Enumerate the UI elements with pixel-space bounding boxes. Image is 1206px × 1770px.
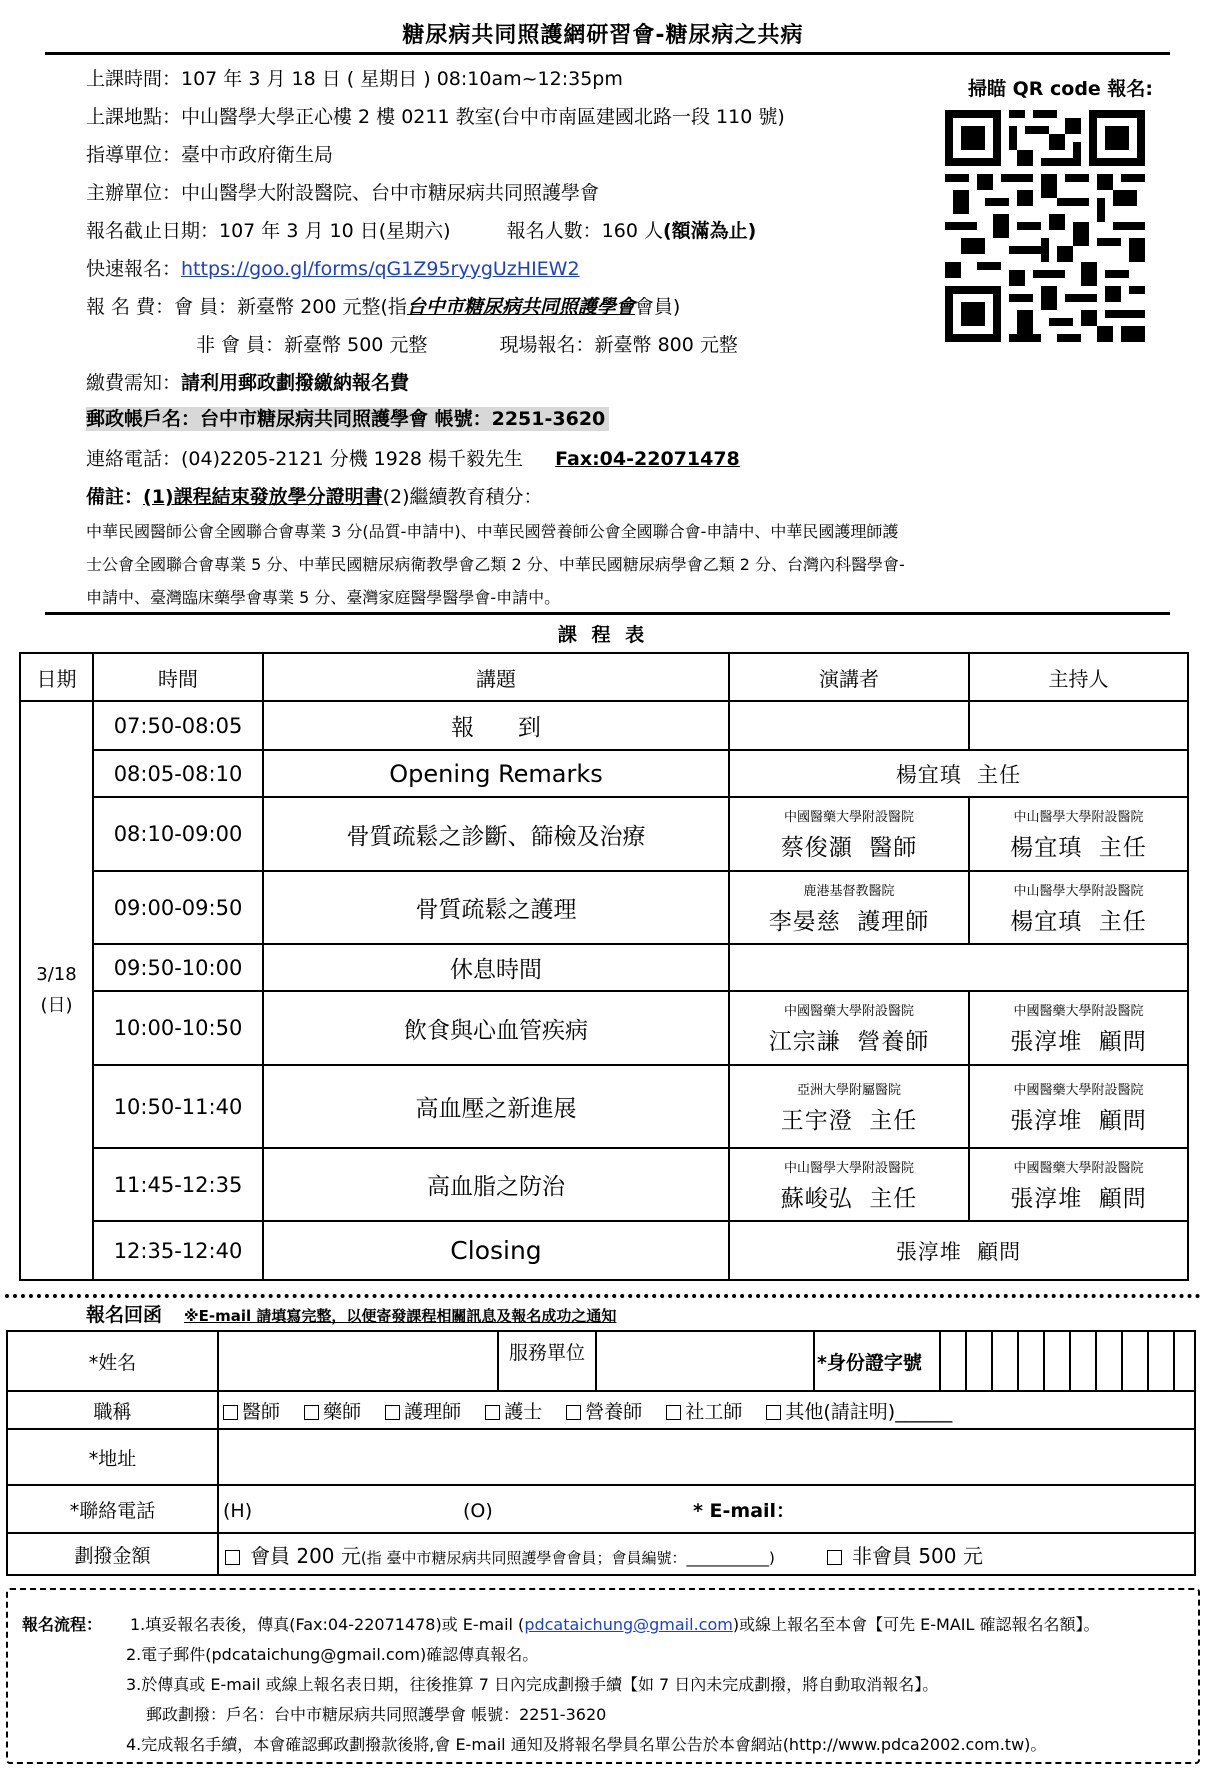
host-org: 中國醫藥大學附設醫院 xyxy=(1013,1160,1144,1176)
fax-text: Fax:04-22071478 xyxy=(555,448,740,470)
time-cell: 10:50-11:40 xyxy=(93,1065,263,1148)
process-step-3: 3.於傳真或 E-mail 或線上報名表日期，往後推算 7 日內完成劃撥手續【如 7 日內未完成劃撥，將自動取消報名】。 xyxy=(126,1675,939,1694)
speaker-cell xyxy=(729,1148,969,1221)
page-title: 糖尿病共同照護網研習會-糖尿病之共病 xyxy=(402,23,804,48)
form-heading xyxy=(86,1300,616,1327)
topic-cell: 高血脂之防治 xyxy=(263,1148,729,1221)
speaker-cell xyxy=(729,991,969,1065)
remark-label: 備註： xyxy=(86,486,144,508)
date-text: 3/18 xyxy=(36,964,77,985)
table-row xyxy=(20,991,1188,1065)
time-cell: 11:45-12:35 xyxy=(93,1148,263,1221)
remark-2: (2)繼續教育積分： xyxy=(382,486,543,508)
host-cell xyxy=(969,1148,1188,1221)
name-label: *姓名 xyxy=(7,1331,218,1391)
job-options xyxy=(218,1391,1195,1429)
checkbox-icon xyxy=(827,1550,842,1565)
capacity-text: 報名人數：160 人 xyxy=(506,220,663,242)
phone-office: (O) xyxy=(463,1499,493,1522)
host-name: 楊宜瑱 主任 xyxy=(1010,908,1147,935)
checkbox-icon xyxy=(223,1405,238,1420)
host-org: 中國醫藥大學附設醫院 xyxy=(1013,1082,1144,1098)
info-fee-member xyxy=(86,292,680,319)
id-digit-box[interactable] xyxy=(966,1331,992,1391)
job-option-nurse-practitioner[interactable]: 護理師 xyxy=(385,1401,461,1423)
id-digit-box[interactable] xyxy=(1044,1331,1070,1391)
speaker-host-merged-cell: 楊宜瑱 主任 xyxy=(729,750,1188,797)
job-label: 職稱 xyxy=(7,1391,218,1429)
speaker-cell xyxy=(729,1065,969,1148)
host-cell xyxy=(969,701,1188,750)
amount-label: 劃撥金額 xyxy=(7,1533,218,1575)
credits-line-2: 士公會全國聯合會專業 5 分、中華民國糖尿病衛教學會乙類 2 分、中華民國糖尿病學會乙類 2 分、台灣內科醫學會- xyxy=(86,555,905,574)
account-text: 郵政帳戶名：台中市糖尿病共同照護學會 帳號：2251-3620 xyxy=(86,407,609,431)
host-name: 張淳堆 顧問 xyxy=(1010,1107,1147,1134)
fee-nonmember: 非 會 員：新臺幣 500 元整 xyxy=(196,334,428,356)
amount-option-nonmember[interactable]: 非會員 500 元 xyxy=(827,1546,983,1568)
phone-email-field[interactable] xyxy=(218,1485,1195,1533)
table-row xyxy=(20,1065,1188,1148)
topic-cell: 飲食與心血管疾病 xyxy=(263,991,729,1065)
table-row xyxy=(20,797,1188,871)
unit-input[interactable] xyxy=(596,1331,814,1391)
process-step-4: 4.完成報名手續，本會確認郵政劃撥款後將,會 E-mail 通知及將報名學員名單公告於本會網站(http://www.pdca2002.com.tw)。 xyxy=(126,1735,1047,1754)
date-cell xyxy=(20,701,93,1280)
table-row xyxy=(20,750,1188,797)
weekday-text: (日) xyxy=(40,995,73,1016)
checkbox-icon xyxy=(566,1405,581,1420)
host-cell xyxy=(969,797,1188,871)
table-row xyxy=(20,1221,1188,1280)
schedule-title: 課 程 表 xyxy=(557,624,649,646)
topic-cell: 報 到 xyxy=(263,701,729,750)
checkbox-icon xyxy=(304,1405,319,1420)
remark-1: (1)課程結束發放學分證明書 xyxy=(143,486,383,508)
speaker-name: 江宗謙 營養師 xyxy=(768,1029,930,1055)
time-cell: 07:50-08:05 xyxy=(93,701,263,750)
checkbox-icon xyxy=(766,1405,781,1420)
info-location: 上課地點：中山醫學大學正心樓 2 樓 0211 教室(台中市南區建國北路一段 110 號) xyxy=(86,106,785,128)
payment-label: 繳費需知： xyxy=(86,372,182,394)
time-cell: 09:50-10:00 xyxy=(93,944,263,991)
host-org: 中山醫學大學附設醫院 xyxy=(1013,810,1144,825)
schedule-table xyxy=(19,652,1189,1281)
job-option-other[interactable]: 其他(請註明)______ xyxy=(766,1401,952,1423)
speaker-org: 中國醫藥大學附設醫院 xyxy=(783,1004,914,1019)
credits-line-1: 中華民國醫師公會全國聯合會專業 3 分(品質-申請中)、中華民國營養師公會全國聯合會-申請中、中華民國護理師護 xyxy=(86,522,899,541)
header-time: 時間 xyxy=(93,653,263,701)
schedule-header-row xyxy=(20,653,1188,701)
speaker-cell xyxy=(729,797,969,871)
form-heading-text: 報名回函 xyxy=(86,1304,163,1326)
registration-process-box xyxy=(6,1588,1200,1764)
job-option-pharmacist[interactable]: 藥師 xyxy=(304,1401,361,1423)
fee-onsite: 現場報名：新臺幣 800 元整 xyxy=(499,334,738,356)
schedule-rule xyxy=(45,612,1170,615)
host-name: 張淳堆 顧問 xyxy=(1010,1029,1147,1055)
topic-cell: 高血壓之新進展 xyxy=(263,1065,729,1148)
job-option-doctor[interactable]: 醫師 xyxy=(223,1401,280,1423)
process-step-3-account: 郵政劃撥：戶名：台中市糖尿病共同照護學會 帳號：2251-3620 xyxy=(146,1705,607,1724)
topic-cell: Closing xyxy=(263,1221,729,1280)
checkbox-icon xyxy=(666,1405,681,1420)
title-rule xyxy=(45,52,1170,55)
info-remark xyxy=(86,482,543,509)
host-org: 中山醫學大學附設醫院 xyxy=(1013,883,1144,899)
info-contact xyxy=(86,444,740,471)
payment-text: 請利用郵政劃撥繳納報名費 xyxy=(181,372,410,394)
qr-label: 掃瞄 QR code 報名: xyxy=(968,78,1154,100)
checkbox-icon xyxy=(225,1550,240,1565)
info-fee-nonmember xyxy=(196,330,738,357)
id-digit-box[interactable] xyxy=(1122,1331,1148,1391)
topic-cell: Opening Remarks xyxy=(263,750,729,797)
topic-cell: 休息時間 xyxy=(263,944,729,991)
address-label: *地址 xyxy=(7,1429,218,1485)
registration-form xyxy=(6,1330,1196,1576)
speaker-org: 亞洲大學附屬醫院 xyxy=(796,1082,901,1098)
info-payment xyxy=(86,368,409,395)
job-option-dietitian[interactable]: 營養師 xyxy=(566,1401,642,1423)
form-row-amount xyxy=(7,1533,1195,1575)
id-digit-box[interactable] xyxy=(1148,1331,1174,1391)
topic-cell: 骨質疏鬆之診斷、篩檢及治療 xyxy=(263,797,729,871)
id-digit-box[interactable] xyxy=(940,1331,966,1391)
form-row-job xyxy=(7,1391,1195,1429)
form-row-phone xyxy=(7,1485,1195,1533)
address-input[interactable] xyxy=(218,1429,1195,1485)
header-topic: 講題 xyxy=(263,653,729,701)
contact-text: 連絡電話：(04)2205-2121 分機 1928 楊千毅先生 xyxy=(86,448,524,470)
host-cell xyxy=(969,871,1188,944)
header-date: 日期 xyxy=(20,653,93,701)
speaker-org: 鹿港基督教醫院 xyxy=(803,883,895,899)
speaker-host-merged-cell: 張淳堆 顧問 xyxy=(729,1221,1188,1280)
table-row xyxy=(20,944,1188,991)
fee-member-org: 台中市糖尿病共同照護學會 xyxy=(406,296,635,318)
amount-options xyxy=(218,1533,1195,1575)
quick-label: 快速報名： xyxy=(86,258,182,280)
info-time: 上課時間：107 年 3 月 18 日 ( 星期日 ) 08:10am~12:35pm xyxy=(86,68,623,90)
deadline-text: 報名截止日期：107 年 3 月 10 日(星期六) xyxy=(86,220,451,242)
speaker-host-merged-cell xyxy=(729,944,1188,991)
time-cell: 10:00-10:50 xyxy=(93,991,263,1065)
info-quick-register xyxy=(86,254,580,281)
speaker-cell xyxy=(729,871,969,944)
form-row-name xyxy=(7,1331,1195,1391)
id-label: *身份證字號 xyxy=(814,1331,940,1391)
qr-code-image[interactable] xyxy=(945,110,1145,342)
id-digit-box[interactable] xyxy=(992,1331,1018,1391)
header-host: 主持人 xyxy=(969,653,1188,701)
job-option-social-worker[interactable]: 社工師 xyxy=(666,1401,742,1423)
speaker-cell xyxy=(729,701,969,750)
process-email-link[interactable]: pdcataichung@gmail.com xyxy=(524,1615,733,1634)
speaker-org: 中山醫學大學附設醫院 xyxy=(783,1160,914,1176)
host-cell xyxy=(969,991,1188,1065)
email-label: * E-mail： xyxy=(693,1499,796,1522)
checkbox-icon xyxy=(485,1405,500,1420)
id-digit-box[interactable] xyxy=(1018,1331,1044,1391)
table-row xyxy=(20,701,1188,750)
phone-home: (H) xyxy=(223,1499,253,1522)
info-account xyxy=(86,404,609,431)
process-label: 報名流程： xyxy=(22,1615,103,1634)
form-row-address xyxy=(7,1429,1195,1485)
info-organizer: 主辦單位：中山醫學大附設醫院、台中市糖尿病共同照護學會 xyxy=(86,182,600,204)
host-cell xyxy=(969,1065,1188,1148)
fee-member-suffix: 會員) xyxy=(634,296,681,318)
unit-label: 服務單位 xyxy=(498,1331,596,1391)
capacity-note: (額滿為止) xyxy=(662,220,757,242)
speaker-name: 王宇澄 主任 xyxy=(780,1107,918,1134)
fee-member-prefix: 報 名 費：會 員：新臺幣 200 元整(指 xyxy=(86,296,407,318)
id-digit-box[interactable] xyxy=(1174,1331,1195,1391)
host-name: 楊宜瑱 主任 xyxy=(1010,835,1147,861)
checkbox-icon xyxy=(385,1405,400,1420)
process-step-2: 2.電子郵件(pdcataichung@gmail.com)確認傳真報名。 xyxy=(126,1645,539,1664)
id-digit-box[interactable] xyxy=(1070,1331,1096,1391)
host-name: 張淳堆 顧問 xyxy=(1010,1185,1147,1212)
phone-label: *聯絡電話 xyxy=(7,1485,218,1533)
info-supervisor: 指導單位：臺中市政府衛生局 xyxy=(86,144,334,166)
info-deadline xyxy=(86,216,756,243)
time-cell: 08:10-09:00 xyxy=(93,797,263,871)
id-digit-box[interactable] xyxy=(1096,1331,1122,1391)
time-cell: 12:35-12:40 xyxy=(93,1221,263,1280)
speaker-name: 李晏慈 護理師 xyxy=(768,908,930,935)
form-note: ※E-mail 請填寫完整，以便寄發課程相關訊息及報名成功之通知 xyxy=(184,1307,617,1325)
speaker-org: 中國醫藥大學附設醫院 xyxy=(783,810,914,825)
amount-option-member[interactable]: 會員 200 元(指 臺中市糖尿病共同照護學會會員；會員編號：___________) xyxy=(225,1546,775,1568)
host-org: 中國醫藥大學附設醫院 xyxy=(1013,1004,1144,1019)
name-input[interactable] xyxy=(218,1331,498,1391)
time-cell: 08:05-08:10 xyxy=(93,750,263,797)
speaker-name: 蔡俊灝 醫師 xyxy=(780,835,918,861)
header-speaker: 演講者 xyxy=(729,653,969,701)
table-row xyxy=(20,1148,1188,1221)
process-step-1: 1.填妥報名表後，傳真(Fax:04-22071478)或 E-mail (pdcataichung@gmail.com)或線上報名至本會【可先 E-MAIL 確認報名名額】。 xyxy=(130,1615,1100,1634)
quick-register-link[interactable]: https://goo.gl/forms/qG1Z95ryygUzHIEW2 xyxy=(181,258,580,280)
topic-cell: 骨質疏鬆之護理 xyxy=(263,871,729,944)
speaker-name: 蘇峻弘 主任 xyxy=(780,1185,918,1212)
table-row xyxy=(20,871,1188,944)
job-option-nurse[interactable]: 護士 xyxy=(485,1401,542,1423)
dotted-divider xyxy=(5,1294,1201,1298)
credits-line-3: 申請中、臺灣臨床藥學會專業 5 分、臺灣家庭醫學醫學會-申請中。 xyxy=(86,588,561,607)
time-cell: 09:00-09:50 xyxy=(93,871,263,944)
